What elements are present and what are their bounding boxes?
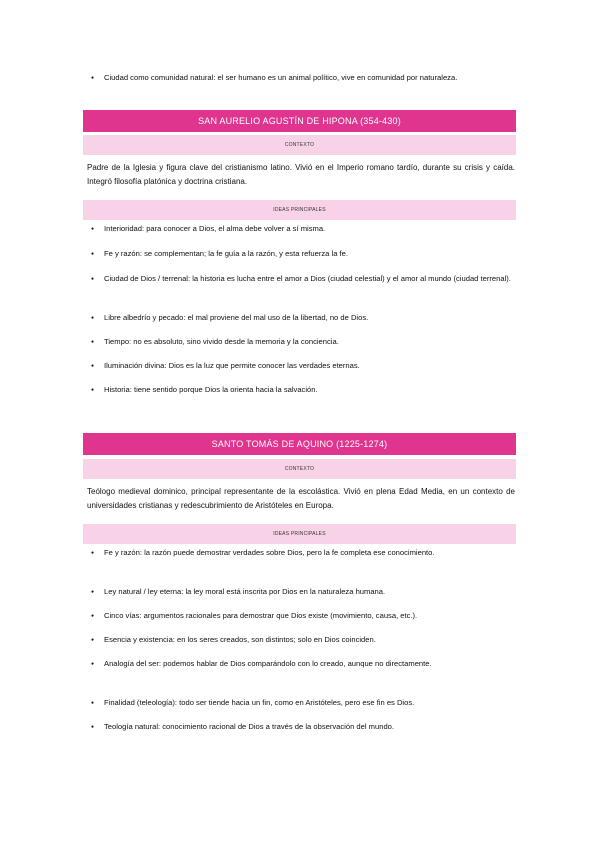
list-item: ● Ciudad de Dios / terrenal: la historia es lucha entre el amor a Dios (ciudad celestial) y el amor al mundo (ciudad terrenal). <box>104 272 516 286</box>
context-text: Padre de la Iglesia y figura clave del cristianismo latino. Vivió en el Imperio romano tardío, durante su crisis y caída. Integró filosofía platónica y doctrina cristiana. <box>87 163 515 186</box>
list-item: ● Fe y razón: se complementan; la fe guía a la razón, y esta refuerza la fe. <box>104 247 516 261</box>
list-item: ● Cinco vías: argumentos racionales para demostrar que Dios existe (movimiento, causa, etc.). <box>104 609 516 623</box>
context-text: Teólogo medieval dominico, principal representante de la escolástica. Vivió en plena Edad Media, en un contexto de universidades cristianas y redescubrimiento de Aristóteles en Europa. <box>87 487 515 510</box>
list-item: ● Analogía del ser: podemos hablar de Dios comparándolo con lo creado, aunque no directamente. <box>104 657 516 671</box>
ideas-label: IDEAS PRINCIPALES <box>83 200 516 220</box>
context-label: CONTEXTO <box>83 135 516 155</box>
list-item: ● Libre albedrío y pecado: el mal proviene del mal uso de la libertad, no de Dios. <box>104 311 516 325</box>
list-item: ● Ley natural / ley eterna: la ley moral está inscrita por Dios en la naturaleza humana. <box>104 585 516 599</box>
list-item: ● Ciudad como comunidad natural: el ser humano es un animal político, vive en comunidad por naturaleza. <box>104 71 516 85</box>
section-title-tomas: SANTO TOMÁS DE AQUINO (1225-1274) <box>83 433 516 455</box>
list-item: ● Teología natural: conocimiento racional de Dios a través de la observación del mundo. <box>104 720 516 734</box>
ideas-label: IDEAS PRINCIPALES <box>83 524 516 544</box>
list-item: ● Fe y razón: la razón puede demostrar verdades sobre Dios, pero la fe completa ese conocimiento. <box>104 546 516 560</box>
list-item: ● Interioridad: para conocer a Dios, el alma debe volver a sí misma. <box>104 222 516 236</box>
list-item: ● Esencia y existencia: en los seres creados, son distintos; solo en Dios coinciden. <box>104 633 516 647</box>
section-title-agustin: SAN AURELIO AGUSTÍN DE HIPONA (354-430) <box>83 110 516 132</box>
list-item: ● Finalidad (teleología): todo ser tiende hacia un fin, como en Aristóteles, pero ese fin es Dios. <box>104 696 516 710</box>
list-item: ● Iluminación divina: Dios es la luz que permite conocer las verdades eternas. <box>104 359 516 373</box>
list-item: ● Tiempo: no es absoluto, sino vivido desde la memoria y la conciencia. <box>104 335 516 349</box>
context-label: CONTEXTO <box>83 459 516 479</box>
list-item: ● Historia: tiene sentido porque Dios la orienta hacia la salvación. <box>104 383 516 397</box>
